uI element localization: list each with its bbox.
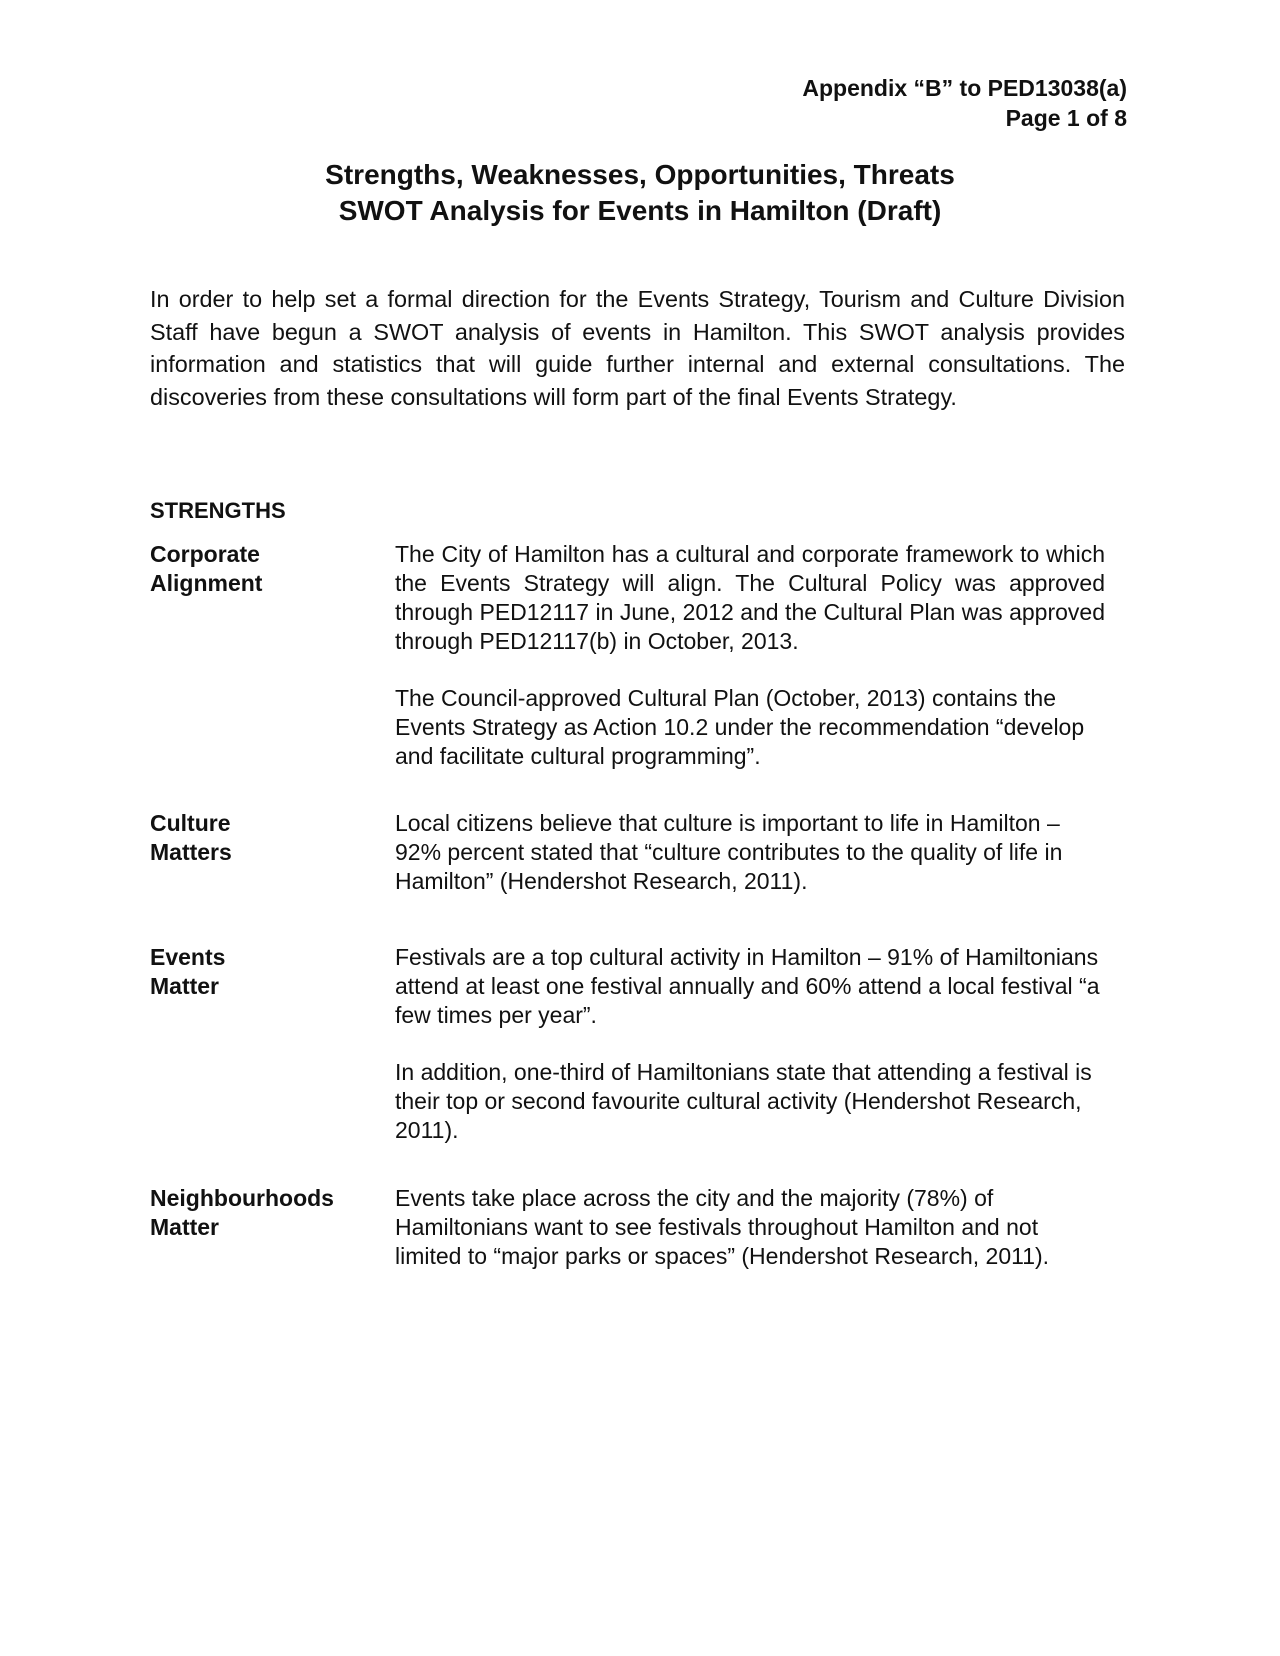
appendix-reference: Appendix “B” to PED13038(a) xyxy=(802,75,1127,101)
label-line: Culture xyxy=(150,810,231,836)
body-paragraph: The City of Hamilton has a cultural and corporate framework to which the Events Strategy will align. The Cultural Policy was approved through PED12117 in June, 2012 and the Cultural Plan was approved through PED12117(b) in October, 2013. xyxy=(395,541,1105,654)
body-paragraph: Events take place across the city and the majority (78%) of Hamiltonians want to see festivals throughout Hamilton and not limited to “major parks or spaces” (Hendershot Research, 2011). xyxy=(395,1185,1050,1269)
page-number: Page 1 of 8 xyxy=(1005,105,1127,131)
label-line: Corporate xyxy=(150,541,260,567)
label-line: Matter xyxy=(150,1214,220,1240)
strength-body xyxy=(395,943,1105,1173)
intro-paragraph: In order to help set a formal direction for the Events Strategy, Tourism and Culture Division Staff have begun a SWOT analysis of events in Hamilton. This SWOT analysis provides information and statistics that will guide further internal and external consultations. The discoveries from these consultations will form part of the final Events Strategy. xyxy=(150,286,1125,410)
label-line: Matter xyxy=(150,973,220,999)
strength-body xyxy=(395,540,1105,799)
title-line-1: Strengths, Weaknesses, Opportunities, Threats xyxy=(325,159,955,190)
body-paragraph: Local citizens believe that culture is important to life in Hamilton – 92% percent stated that “culture contributes to the quality of life in Hamilton” (Hendershot Research, 2011). xyxy=(395,810,1063,894)
body-paragraph: In addition, one-third of Hamiltonians state that attending a festival is their top or second favourite cultural activity (Hendershot Research, 2011). xyxy=(395,1059,1092,1143)
strength-label xyxy=(150,1184,390,1242)
page-header xyxy=(802,73,1127,133)
label-line: Neighbourhoods xyxy=(150,1185,334,1211)
strength-label xyxy=(150,809,390,867)
document-title xyxy=(0,157,1280,229)
body-paragraph: Festivals are a top cultural activity in Hamilton – 91% of Hamiltonians attend at least one festival annually and 60% attend a local festival “a few times per year”. xyxy=(395,944,1100,1028)
title-line-2: SWOT Analysis for Events in Hamilton (Draft) xyxy=(338,195,942,226)
label-line: Matters xyxy=(150,839,232,865)
body-paragraph: The Council-approved Cultural Plan (October, 2013) contains the Events Strategy as Action 10.2 under the recommendation “develop and facilitate cultural programming”. xyxy=(395,685,1085,769)
label-line: Alignment xyxy=(150,570,263,596)
section-heading-strengths: STRENGTHS xyxy=(150,498,286,523)
strength-label xyxy=(150,943,390,1001)
label-line: Events xyxy=(150,944,226,970)
strength-body xyxy=(395,1184,1105,1299)
strength-body xyxy=(395,809,1105,924)
strength-label xyxy=(150,540,390,598)
